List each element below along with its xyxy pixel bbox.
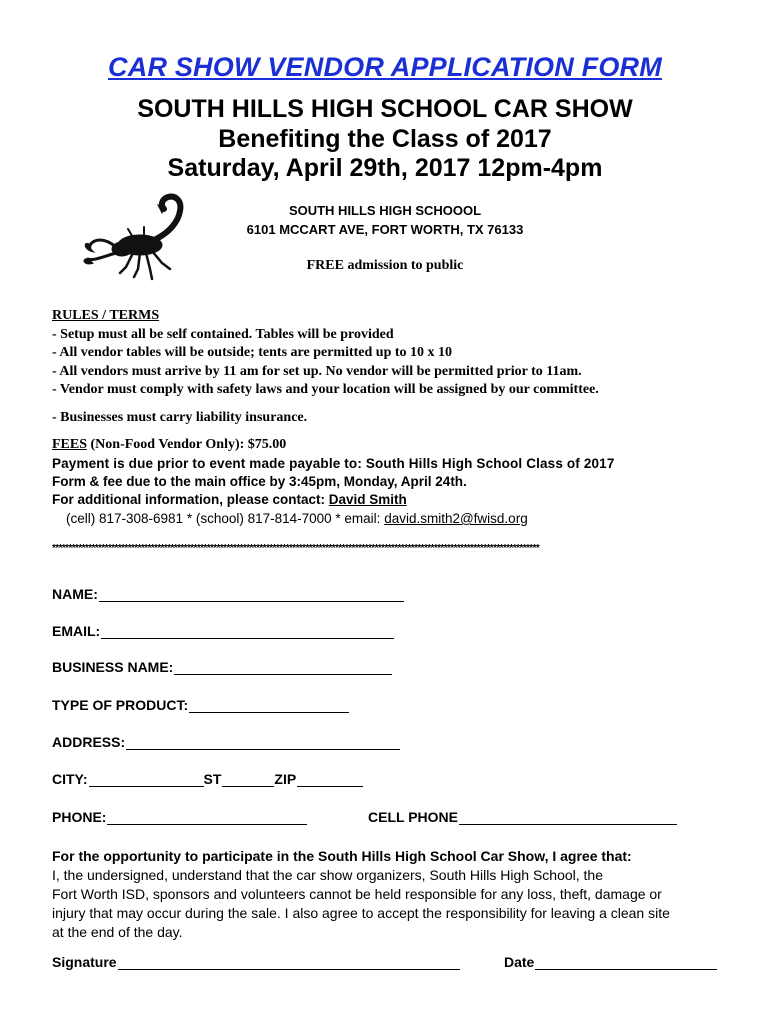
- st-input[interactable]: [222, 772, 274, 787]
- school-address: 6101 MCCART AVE, FORT WORTH, TX 76133: [246, 222, 524, 237]
- fees-line: [52, 437, 286, 453]
- cell-phone-field: [368, 809, 677, 825]
- payment-line: Payment is due prior to event made payable to: South Hills High School Class of 2017: [52, 456, 615, 471]
- signature-label: Signature: [52, 954, 117, 970]
- st-label: ST: [203, 771, 222, 787]
- agreement-line: injury that may occur during the sale. I also agree to accept the responsibility for leaving a clean site: [52, 905, 670, 921]
- product-label: TYPE OF PRODUCT:: [52, 697, 189, 713]
- date-field: [504, 954, 717, 970]
- email-field: [52, 623, 394, 639]
- city-field: [52, 771, 363, 787]
- rules-section: [52, 307, 599, 427]
- phone-label: PHONE:: [52, 809, 107, 825]
- admission-note: FREE admission to public: [306, 258, 464, 273]
- rules-heading: RULES / TERMS: [52, 308, 160, 323]
- contact-line: [52, 492, 407, 507]
- contact-phones: (cell) 817-308-6981 * (school) 817-814-7000 * email:: [66, 511, 385, 526]
- phone-input[interactable]: [107, 810, 307, 825]
- address-label: ADDRESS:: [52, 734, 126, 750]
- zip-label: ZIP: [274, 771, 297, 787]
- agreement-text: [52, 866, 732, 942]
- event-name: SOUTH HILLS HIGH SCHOOL CAR SHOW: [137, 95, 633, 123]
- contact-prefix: For additional information, please contact:: [52, 492, 329, 507]
- zip-input[interactable]: [297, 772, 363, 787]
- name-field: [52, 586, 404, 602]
- business-label: BUSINESS NAME:: [52, 659, 174, 675]
- cell-label: CELL PHONE: [368, 809, 458, 825]
- cell-input[interactable]: [459, 810, 677, 825]
- separator: ****************************************************************************************************************************************************: [52, 543, 540, 554]
- date-input[interactable]: [535, 955, 717, 970]
- name-label: NAME:: [52, 586, 98, 602]
- date-label: Date: [504, 954, 535, 970]
- name-input[interactable]: [99, 587, 404, 602]
- rule-item: - All vendor tables will be outside; tents are permitted up to 10 x 10: [52, 345, 453, 360]
- benefit-line: Benefiting the Class of 2017: [218, 125, 552, 153]
- contact-name: David Smith: [328, 492, 407, 507]
- rule-item: - All vendors must arrive by 11 am for set up. No vendor will be permitted prior to 11am.: [52, 363, 582, 379]
- school-name: SOUTH HILLS HIGH SCHOOOL: [288, 203, 482, 218]
- city-label: CITY:: [52, 771, 88, 787]
- business-input[interactable]: [174, 660, 392, 675]
- address-input[interactable]: [126, 735, 400, 750]
- contact-email-link[interactable]: david.smith2@fwisd.org: [384, 511, 528, 526]
- agreement-line: I, the undersigned, understand that the car show organizers, South Hills High School, the: [52, 867, 603, 883]
- city-input[interactable]: [89, 772, 204, 787]
- business-field: [52, 659, 392, 675]
- rule-item: - Setup must all be self contained. Tables will be provided: [52, 326, 394, 342]
- agreement-line: at the end of the day.: [52, 924, 183, 940]
- due-date-line: Form & fee due to the main office by 3:45pm, Monday, April 24th.: [52, 474, 467, 489]
- fees-detail: (Non-Food Vendor Only): $75.00: [90, 437, 287, 452]
- signature-field: [52, 954, 460, 970]
- form-title: CAR SHOW VENDOR APPLICATION FORM: [108, 52, 662, 82]
- signature-input[interactable]: [118, 955, 460, 970]
- rule-item: - Businesses must carry liability insurance.: [52, 409, 308, 425]
- product-input[interactable]: [189, 698, 349, 713]
- rule-item: - Vendor must comply with safety laws and your location will be assigned by our committee.: [52, 382, 599, 397]
- event-date: Saturday, April 29th, 2017 12pm-4pm: [167, 154, 603, 182]
- address-field: [52, 734, 400, 750]
- agreement-line: Fort Worth ISD, sponsors and volunteers cannot be held responsible for any loss, theft, damage or: [52, 886, 662, 902]
- agreement-heading: For the opportunity to participate in the South Hills High School Car Show, I agree that:: [52, 848, 632, 864]
- phone-field: [52, 809, 307, 825]
- email-label: EMAIL:: [52, 623, 101, 639]
- email-input[interactable]: [101, 624, 394, 639]
- fees-label: FEES: [52, 437, 88, 452]
- contact-details: [66, 511, 528, 526]
- product-field: [52, 697, 349, 713]
